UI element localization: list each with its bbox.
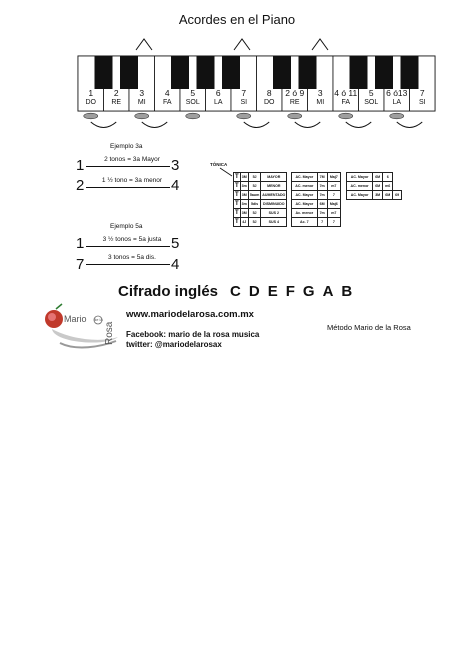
example2-title: Ejemplo 5a bbox=[110, 223, 143, 230]
table-row bbox=[234, 182, 287, 191]
key-label bbox=[282, 89, 308, 107]
interval-arc bbox=[142, 122, 168, 128]
table-cell: AC. Mayor bbox=[292, 173, 318, 182]
interval-arc bbox=[397, 122, 423, 128]
highlight-oval bbox=[390, 113, 404, 119]
key-label bbox=[231, 89, 257, 107]
note-d: D bbox=[248, 283, 260, 300]
divider-line bbox=[86, 264, 170, 265]
table-row bbox=[347, 182, 402, 191]
black-key bbox=[197, 56, 215, 89]
table-cell: m7 bbox=[327, 209, 340, 218]
black-key bbox=[95, 56, 113, 89]
table-cell: 3M bbox=[240, 173, 248, 182]
metodo-label: Método Mario de la Rosa bbox=[327, 323, 411, 332]
highlight-oval bbox=[135, 113, 149, 119]
highlight-oval bbox=[339, 113, 353, 119]
interval-arc bbox=[91, 122, 117, 128]
table-row bbox=[347, 173, 402, 182]
table-cell: 5J bbox=[248, 209, 260, 218]
interval-arc bbox=[244, 122, 270, 128]
example1-row1-text: 2 tonos = 3a Mayor bbox=[104, 156, 160, 163]
chord-table-sixths bbox=[346, 172, 402, 200]
divider-line bbox=[86, 187, 170, 188]
table-cell: 6M bbox=[383, 191, 393, 200]
table-cell: Ac. 7 bbox=[292, 218, 318, 227]
table-cell: SUS 2 bbox=[261, 209, 287, 218]
table-cell: 3M bbox=[240, 191, 248, 200]
table-cell: 3m bbox=[240, 182, 248, 191]
table-row bbox=[292, 191, 341, 200]
table-cell: T bbox=[235, 219, 239, 225]
table-cell: DISMINUIDO bbox=[261, 200, 287, 209]
key-name: FA bbox=[162, 99, 172, 106]
table-cell: 7 bbox=[317, 218, 327, 227]
table-row bbox=[292, 218, 341, 227]
table-cell: 69 bbox=[393, 191, 402, 200]
key-degree: 7 bbox=[419, 88, 425, 98]
key-name: SI bbox=[240, 99, 248, 106]
chord-table-sevenths bbox=[291, 172, 341, 227]
table-row bbox=[234, 173, 287, 182]
key-name: RE bbox=[289, 99, 300, 106]
highlight-oval bbox=[186, 113, 200, 119]
piano-keyboard bbox=[0, 0, 474, 160]
table-row bbox=[292, 173, 341, 182]
tonica-label: TÓNICA bbox=[210, 162, 228, 167]
table-cell: AUMENTADO bbox=[261, 191, 287, 200]
facebook-link[interactable]: Facebook: mario de la rosa musica bbox=[126, 330, 260, 339]
table-cell: T bbox=[235, 183, 239, 189]
key-name: LA bbox=[213, 99, 223, 106]
key-name: RE bbox=[111, 99, 122, 106]
table-row bbox=[234, 218, 287, 227]
key-name: MI bbox=[137, 99, 146, 106]
example1-row1-left: 1 bbox=[76, 157, 85, 174]
key-name: DO bbox=[85, 99, 96, 106]
key-label bbox=[359, 89, 385, 107]
key-degree: 4 ó 11 bbox=[334, 88, 358, 98]
table-row bbox=[292, 200, 341, 209]
key-degree: 2 ó 9 bbox=[285, 88, 305, 98]
highlight-oval bbox=[84, 113, 98, 119]
note-c: C bbox=[230, 283, 241, 300]
table-cell: T bbox=[235, 174, 239, 180]
example1-row2-left: 2 bbox=[76, 177, 85, 194]
example2-row1-text: 3 ½ tonos = 5a justa bbox=[102, 236, 162, 243]
key-label bbox=[180, 89, 206, 107]
table-cell: 5aum bbox=[248, 191, 260, 200]
key-label bbox=[308, 89, 334, 107]
key-label bbox=[333, 89, 359, 107]
table-cell: AC. Mayor bbox=[347, 173, 373, 182]
key-degree: 7 bbox=[241, 88, 247, 98]
table-cell: 7 bbox=[327, 191, 340, 200]
key-label bbox=[104, 89, 130, 107]
divider-line bbox=[86, 246, 170, 247]
table-row bbox=[234, 209, 287, 218]
key-degree: 2 bbox=[113, 88, 119, 98]
caret-icon bbox=[234, 39, 250, 50]
example2-row2-text: 3 tonos = 5a dis. bbox=[108, 254, 156, 261]
black-key bbox=[222, 56, 240, 89]
chord-table-triads bbox=[233, 172, 287, 227]
note-e: E bbox=[267, 283, 278, 300]
table-row bbox=[292, 209, 341, 218]
key-degree: 1 bbox=[88, 88, 94, 98]
table-cell: T bbox=[235, 192, 239, 198]
table-cell: 6M bbox=[373, 173, 383, 182]
cifrado-label: Cifrado inglés bbox=[118, 283, 219, 300]
table-cell: 7m bbox=[317, 191, 327, 200]
black-key bbox=[171, 56, 189, 89]
table-cell: 6M bbox=[373, 182, 383, 191]
key-label bbox=[78, 89, 104, 107]
table-cell: 5J bbox=[248, 173, 260, 182]
example2-row2-right: 4 bbox=[171, 256, 180, 273]
black-key bbox=[401, 56, 419, 89]
table-row bbox=[292, 182, 341, 191]
table-row bbox=[234, 200, 287, 209]
key-name: MI bbox=[316, 99, 325, 106]
table-cell: 6M bbox=[317, 200, 327, 209]
key-name: FA bbox=[341, 99, 351, 106]
divider-line bbox=[86, 166, 170, 167]
interval-arc bbox=[295, 122, 321, 128]
key-name: DO bbox=[264, 99, 275, 106]
table-cell: Ac. menor bbox=[292, 209, 318, 218]
logo-word1: Mario bbox=[64, 314, 87, 324]
key-degree: 6 bbox=[215, 88, 221, 98]
key-degree: 8 bbox=[266, 88, 272, 98]
logo bbox=[40, 303, 120, 353]
logo-word2: de la bbox=[94, 317, 103, 322]
table-cell: AC. Mayor bbox=[292, 191, 318, 200]
note-g: G bbox=[302, 283, 315, 300]
table-cell: SUS 4 bbox=[261, 218, 287, 227]
black-key bbox=[375, 56, 393, 89]
table-cell: T bbox=[235, 201, 239, 207]
example1-row2-text: 1 ½ tono = 3a menor bbox=[101, 177, 163, 184]
page-title: Acordes en el Piano bbox=[178, 12, 296, 27]
example1-row2-right: 4 bbox=[171, 177, 180, 194]
table-cell: 7M bbox=[317, 173, 327, 182]
black-key bbox=[299, 56, 317, 89]
table-cell: 4J bbox=[240, 218, 248, 227]
cifrado-ingles bbox=[118, 283, 360, 300]
table-cell: T bbox=[235, 210, 239, 216]
key-label bbox=[410, 89, 436, 107]
example2-row1-right: 5 bbox=[171, 235, 180, 252]
table-row bbox=[347, 191, 402, 200]
key-name: SOL bbox=[185, 99, 200, 106]
key-label bbox=[155, 89, 181, 107]
key-label bbox=[129, 89, 155, 107]
black-key bbox=[120, 56, 138, 89]
key-name: SOL bbox=[364, 99, 379, 106]
table-cell: AC. menor bbox=[292, 182, 318, 191]
twitter-link[interactable]: twitter: @mariodelarosax bbox=[126, 340, 222, 349]
table-cell: 7 bbox=[327, 218, 340, 227]
website-link[interactable]: www.mariodelarosa.com.mx bbox=[126, 309, 254, 320]
table-cell: 5J bbox=[248, 218, 260, 227]
logo-word3: Rosa bbox=[104, 321, 115, 345]
key-name: LA bbox=[392, 99, 402, 106]
key-degree: 5 bbox=[368, 88, 374, 98]
table-cell: m6 bbox=[383, 182, 393, 191]
table-cell: MENOR bbox=[261, 182, 287, 191]
table-cell: Maj6 bbox=[327, 200, 340, 209]
table-row bbox=[234, 191, 287, 200]
key-name: SI bbox=[418, 99, 426, 106]
table-cell: 5dis bbox=[248, 200, 260, 209]
key-label bbox=[206, 89, 232, 107]
black-key bbox=[273, 56, 291, 89]
table-cell: Maj7 bbox=[327, 173, 340, 182]
example2-row2-left: 7 bbox=[76, 256, 85, 273]
key-degree: 3 bbox=[139, 88, 145, 98]
table-cell: 7m bbox=[317, 209, 327, 218]
table-cell: 3m bbox=[240, 200, 248, 209]
example1-title: Ejemplo 3a bbox=[110, 143, 143, 150]
table-cell: 3M bbox=[240, 209, 248, 218]
note-b: B bbox=[341, 283, 353, 300]
table-cell: AC. Mayor bbox=[292, 200, 318, 209]
note-a: A bbox=[322, 283, 334, 300]
table-cell: AC. menor bbox=[347, 182, 373, 191]
key-degree: 4 bbox=[164, 88, 170, 98]
table-cell: 3M bbox=[373, 191, 383, 200]
key-label bbox=[384, 89, 410, 107]
example2-row1-left: 1 bbox=[76, 235, 85, 252]
table-cell: 7m bbox=[317, 182, 327, 191]
table-cell: AC. Mayor bbox=[347, 191, 373, 200]
example1-row1-right: 3 bbox=[171, 157, 180, 174]
table-cell: m7 bbox=[327, 182, 340, 191]
highlight-oval bbox=[237, 113, 251, 119]
highlight-oval bbox=[288, 113, 302, 119]
note-f: F bbox=[285, 283, 295, 300]
key-degree: 6 ó13 bbox=[386, 88, 408, 98]
key-label bbox=[257, 89, 283, 107]
table-cell: 5J bbox=[248, 182, 260, 191]
key-degree: 3 bbox=[317, 88, 323, 98]
interval-arc bbox=[346, 122, 372, 128]
table-cell: MAYOR bbox=[261, 173, 287, 182]
table-cell: 6 bbox=[383, 173, 393, 182]
caret-icon bbox=[312, 39, 328, 50]
key-degree: 5 bbox=[190, 88, 196, 98]
black-key bbox=[350, 56, 368, 89]
caret-icon bbox=[136, 39, 152, 50]
